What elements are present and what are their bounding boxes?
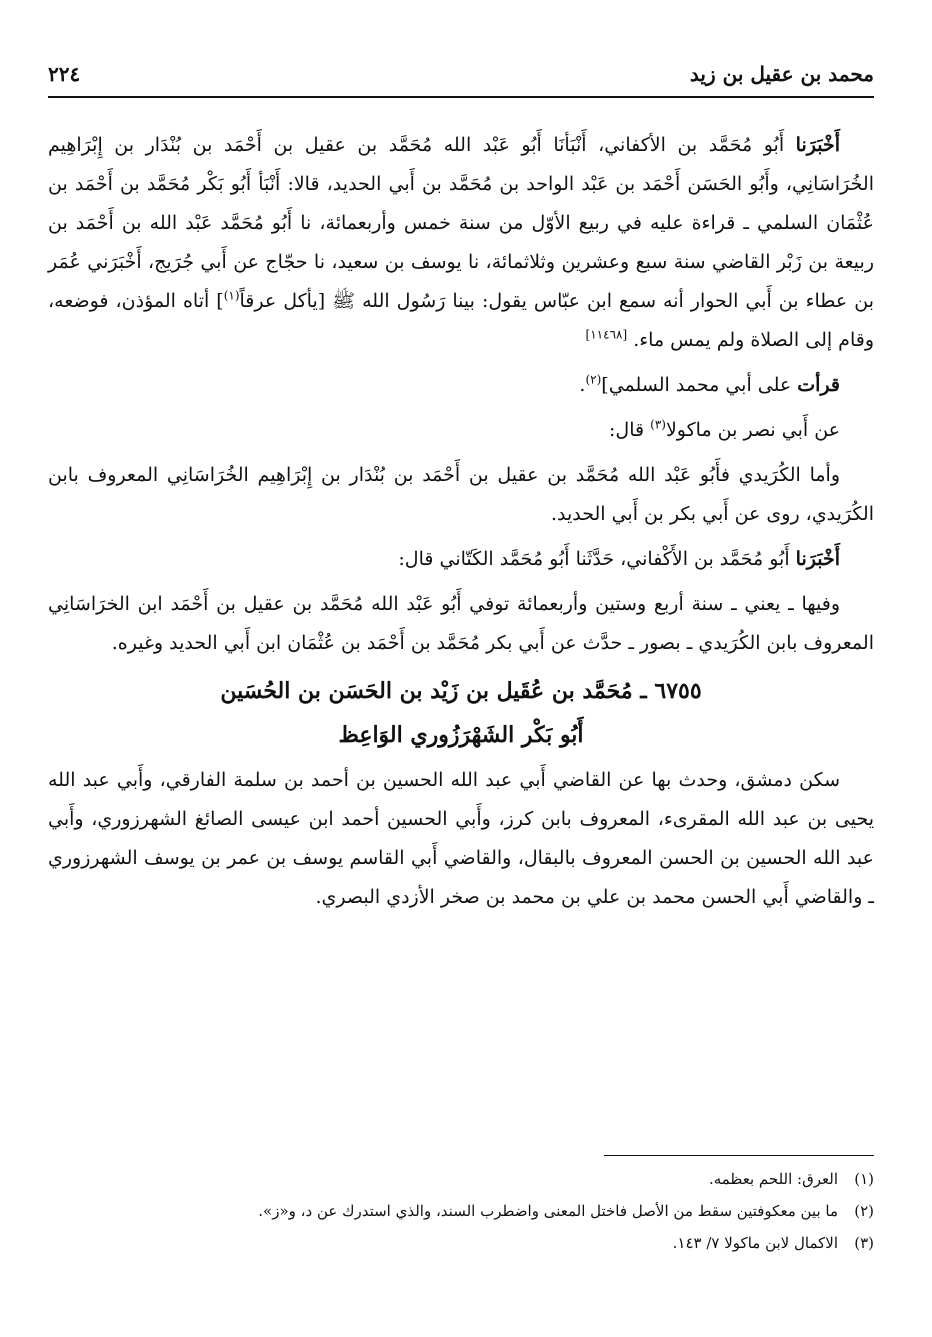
footnote-text: العرق: اللحم بعظمه.: [708, 1170, 838, 1188]
footnote-marker: (٣): [650, 417, 666, 432]
paragraph-text: ] أتاه المؤذن، فوضعه، وقام إلى الصلاة ولم يمس ماء.: [48, 290, 874, 351]
paragraph-text: أَبُو مُحَمَّد بن الأَكْفاني، حَدَّثَنا أَبُو مُحَمَّد الكَتّاني قال:: [398, 548, 796, 570]
paragraph-text: وفيها ـ يعني ـ سنة أربع وستين وأربعمائة توفي أَبُو عَبْد الله مُحَمَّد بن عقيل بن أَحْمَد ابن الخرَاسَانِي المعروف بابن الكُرَيدي ـ بصور ـ حدَّث عن أَبي بكر مُحَمَّد بن أَحْمَد بن عُثْمَان ابن أَبي الحديد وغيره.: [48, 593, 874, 654]
paragraph: [48, 366, 874, 405]
lead-word: أَخْبَرَنا: [795, 134, 840, 156]
paragraph-text: وأما الكُرَيدي فأَبُو عَبْد الله مُحَمَّد بن عقيل بن أَحْمَد بن بُنْدَار بن إِبْرَاهِيم الخُرَاسَانِي المعروف بابن الكُرَيدي، روى عن أَبي بكر بن أَبي الحديد.: [48, 464, 874, 525]
lead-word: قرأت: [797, 374, 840, 396]
paragraph-text: عن أَبي نصر بن ماكولا: [665, 419, 840, 441]
entry-title-line: أَبُو بَكْر الشَهْرَزُوري الوَاعِظ: [338, 722, 584, 748]
footnote-marker: (١): [223, 288, 240, 303]
paragraph-text: أَبُو مُحَمَّد بن الأكفاني، أَنْبَأنَا أَبُو عَبْد الله مُحَمَّد بن عقيل بن أَحْمَد بن بُنْدَار بن إِبْرَاهِيم الخُرَاسَانِي، وأَبُو الحَسَن أَحْمَد بن عَبْد الواحد بن مُحَمَّد بن أَبي الحديد، قالا: أَنْبَأ أَبُو بَكْر مُحَمَّد بن أَحْمَد بن عُثْمَان السلمي ـ قراءة عليه في ربيع الأوّل من سنة خمس وأربعمائة، نا أَبُو مُحَمَّد عَبْد الله بن أَحْمَد بن ربيعة بن زَبْر القاضي سنة سبع وعشرين وثلاثمائة، نا يوسف بن سعيد، نا حجّاج عن أَبي جُرَيج، أَخْبَرَني عُمَر بن عطاء بن أَبي الحوار أنه سمع ابن عبّاس يقول: بينا رَسُول الله ﷺ [يأكل عرقاً: [48, 134, 874, 312]
entry-title: [48, 669, 874, 757]
paragraph-text: .: [579, 374, 586, 396]
paragraph-text: سكن دمشق، وحدث بها عن القاضي أَبي عبد الله الحسين بن أحمد بن سلمة الفارقي، وأَبي عبد الله يحيى بن عبد الله المقرىء، المعروف بابن كرز، وأَبي الحسين أحمد ابن عيسى الصائغ الشهرزوري، وأَبي عبد الله الحسين بن الحسن المعروف بالبقال، والقاضي أَبي القاسم يوسف بن عمر بن يوسف الشهرزوري ـ والقاضي أَبي الحسن محمد بن علي بن محمد بن صخر الأزدي البصري.: [48, 769, 874, 908]
paragraph: [48, 540, 874, 579]
paragraph-text: قال:: [609, 419, 651, 441]
footnote-text: ما بين معكوفتين سقط من الأصل فاختل المعنى واضطرب السند، والذي استدرك عن د، و«ز».: [258, 1202, 838, 1220]
entry-title-line: ٦٧٥٥ ـ مُحَمَّد بن عُقَيل بن زَيْد بن الحَسَن بن الحُسَين: [220, 678, 702, 704]
footnote: [48, 1227, 874, 1259]
page-number: ٢٢٤: [48, 62, 81, 86]
footnote-number: (٣): [854, 1234, 874, 1252]
footnote: [48, 1195, 874, 1227]
paragraph-text: على أبي محمد السلمي]: [601, 374, 798, 396]
page-header: [48, 52, 874, 98]
reference-number: [١١٤٦٨]: [585, 327, 628, 342]
entry-paragraph: [48, 761, 874, 917]
main-text: [48, 126, 874, 923]
paragraph: [48, 585, 874, 663]
paragraph: [48, 411, 874, 450]
footnote-separator: [604, 1155, 874, 1156]
paragraph: [48, 456, 874, 534]
footnote-number: (١): [854, 1170, 874, 1188]
footnote-marker: (٢): [585, 372, 602, 387]
lead-word: أَخْبَرَنا: [795, 548, 840, 570]
running-title: محمد بن عقيل بن زيد: [689, 62, 874, 86]
footnote-text: الاكمال لابن ماكولا ٧/ ١٤٣.: [672, 1234, 838, 1252]
footnotes: [48, 1163, 874, 1259]
paragraph: [48, 126, 874, 360]
footnote: [48, 1163, 874, 1195]
footnote-number: (٢): [854, 1202, 874, 1220]
